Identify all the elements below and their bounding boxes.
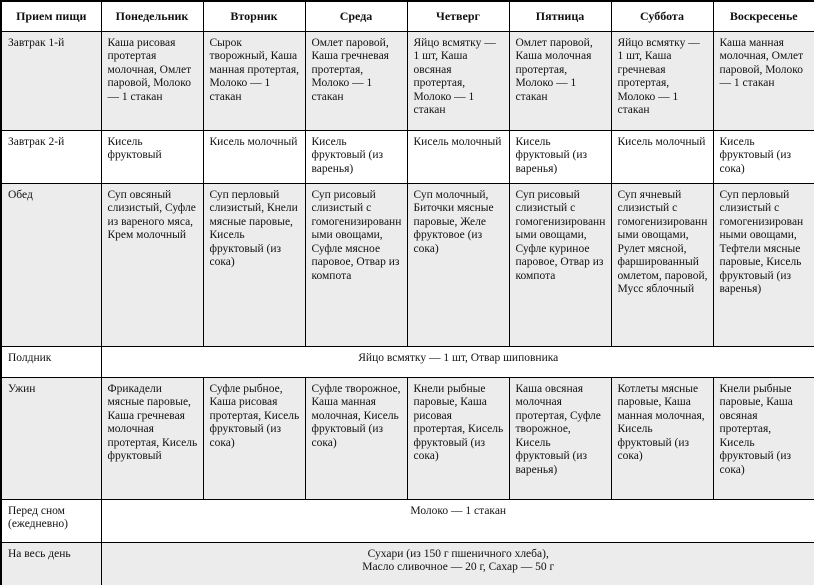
- menu-cell-breakfast2-saturday: Кисель молочный: [611, 130, 713, 183]
- row-label-afternoon-snack: Полдник: [1, 346, 101, 377]
- menu-cell-breakfast1-friday: Омлет паровой, Каша молочная протертая, Молоко — 1 стакан: [509, 31, 611, 130]
- menu-cell-breakfast1-tuesday: Сырок творожный, Каша манная протертая, Молоко — 1 стакан: [203, 31, 305, 130]
- menu-cell-breakfast2-monday: Кисель фруктовый: [101, 130, 203, 183]
- menu-cell-dinner-tuesday: Суфле рыбное, Каша рисовая протертая, Кисель фруктовый (из сока): [203, 377, 305, 499]
- row-label-before-sleep: Перед сном (ежедневно): [1, 499, 101, 542]
- menu-cell-afternoon-snack-all-days: Яйцо всмятку — 1 шт, Отвар шиповника: [101, 346, 814, 377]
- row-label-whole-day: На весь день: [1, 542, 101, 585]
- row-dinner: [1, 377, 814, 499]
- row-label-breakfast-1: Завтрак 1-й: [1, 31, 101, 130]
- row-label-lunch: Обед: [1, 183, 101, 346]
- column-header-tuesday: Вторник: [203, 1, 305, 31]
- menu-cell-dinner-friday: Каша овсяная молочная протертая, Суфле творожное, Кисель фруктовый (из варенья): [509, 377, 611, 499]
- header-row: [1, 1, 814, 31]
- menu-cell-breakfast2-sunday: Кисель фруктовый (из сока): [713, 130, 814, 183]
- menu-cell-lunch-thursday: Суп молочный, Биточки мясные паровые, Желе фруктовое (из сока): [407, 183, 509, 346]
- menu-cell-before-sleep-all-days: Молоко — 1 стакан: [101, 499, 814, 542]
- menu-cell-lunch-tuesday: Суп перловый слизистый, Кнели мясные паровые, Кисель фруктовый (из сока): [203, 183, 305, 346]
- row-breakfast-2: [1, 130, 814, 183]
- column-header-wednesday: Среда: [305, 1, 407, 31]
- menu-cell-dinner-monday: Фрикадели мясные паровые, Каша гречневая молочная протертая, Кисель фруктовый: [101, 377, 203, 499]
- menu-cell-whole-day-all-days: [101, 542, 814, 585]
- column-header-sunday: Воскресенье: [713, 1, 814, 31]
- menu-cell-breakfast1-sunday: Каша манная молочная, Омлет паровой, Молоко — 1 стакан: [713, 31, 814, 130]
- menu-cell-dinner-saturday: Котлеты мясные паровые, Каша манная молочная, Кисель фруктовый (из сока): [611, 377, 713, 499]
- menu-cell-lunch-sunday: Суп перловый слизистый с гомогенизированными овощами, Тефтели мясные паровые, Кисель фруктовый (из варенья): [713, 183, 814, 346]
- menu-cell-dinner-sunday: Кнели рыбные паровые, Каша овсяная протертая, Кисель фруктовый (из сока): [713, 377, 814, 499]
- row-label-dinner: Ужин: [1, 377, 101, 499]
- row-breakfast-1: [1, 31, 814, 130]
- row-whole-day: [1, 542, 814, 585]
- menu-cell-breakfast2-friday: Кисель фруктовый (из варенья): [509, 130, 611, 183]
- menu-cell-lunch-monday: Суп овсяный слизистый, Суфле из вареного мяса, Крем молочный: [101, 183, 203, 346]
- whole-day-line-2: Масло сливочное — 20 г, Сахар — 50 г: [362, 561, 555, 573]
- row-label-breakfast-2: Завтрак 2-й: [1, 130, 101, 183]
- column-header-monday: Понедельник: [101, 1, 203, 31]
- menu-cell-breakfast2-tuesday: Кисель молочный: [203, 130, 305, 183]
- menu-cell-lunch-wednesday: Суп рисовый слизистый с гомогенизированными овощами, Суфле мясное паровое, Отвар из компота: [305, 183, 407, 346]
- menu-cell-breakfast2-thursday: Кисель молочный: [407, 130, 509, 183]
- column-header-saturday: Суббота: [611, 1, 713, 31]
- menu-cell-breakfast1-thursday: Яйцо всмятку — 1 шт, Каша овсяная протертая, Молоко — 1 стакан: [407, 31, 509, 130]
- menu-cell-lunch-saturday: Суп ячневый слизистый с гомогенизированными овощами, Рулет мясной, фаршированный омлетом, паровой, Мусс яблочный: [611, 183, 713, 346]
- row-afternoon-snack: [1, 346, 814, 377]
- menu-cell-breakfast1-wednesday: Омлет паровой, Каша гречневая протертая, Молоко — 1 стакан: [305, 31, 407, 130]
- menu-cell-lunch-friday: Суп рисовый слизистый с гомогенизированными овощами, Суфле куриное паровое, Отвар из компота: [509, 183, 611, 346]
- menu-cell-dinner-wednesday: Суфле творожное, Каша манная молочная, Кисель фруктовый (из сока): [305, 377, 407, 499]
- menu-cell-breakfast2-wednesday: Кисель фруктовый (из варенья): [305, 130, 407, 183]
- row-before-sleep: [1, 499, 814, 542]
- menu-cell-breakfast1-saturday: Яйцо всмятку — 1 шт, Каша гречневая протертая, Молоко — 1 стакан: [611, 31, 713, 130]
- whole-day-line-1: Сухари (из 150 г пшеничного хлеба),: [367, 547, 549, 560]
- column-header-meal: Прием пищи: [1, 1, 101, 31]
- menu-cell-breakfast1-monday: Каша рисовая протертая молочная, Омлет паровой, Молоко — 1 стакан: [101, 31, 203, 130]
- column-header-thursday: Четверг: [407, 1, 509, 31]
- column-header-friday: Пятница: [509, 1, 611, 31]
- menu-cell-dinner-thursday: Кнели рыбные паровые, Каша рисовая протертая, Кисель фруктовый (из сока): [407, 377, 509, 499]
- row-lunch: [1, 183, 814, 346]
